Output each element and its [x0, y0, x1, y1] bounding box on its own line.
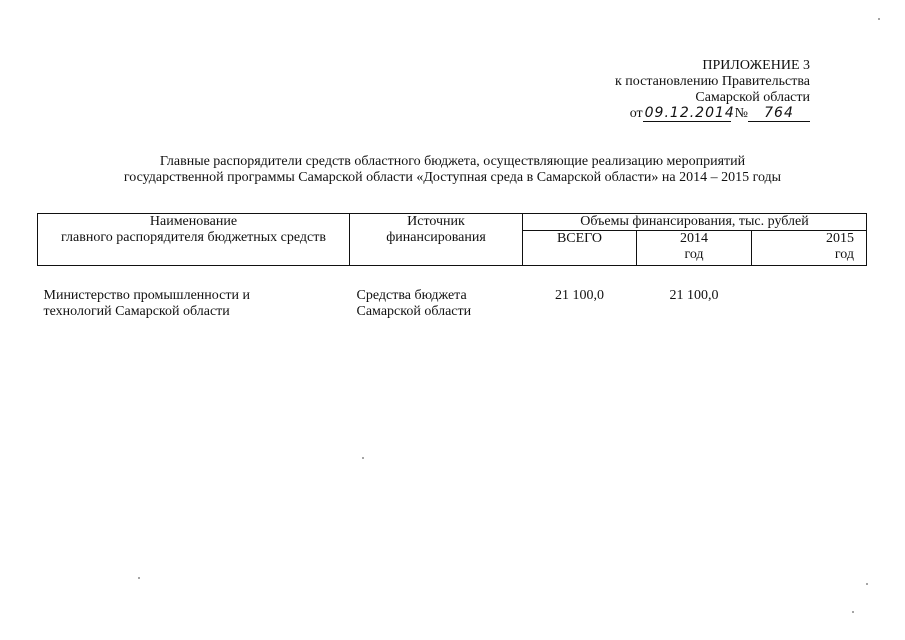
funding-table [37, 213, 867, 320]
header-name-line-1: Наименование [149, 214, 238, 229]
header-source-line-1: Источник [407, 214, 465, 229]
header-source [350, 214, 523, 266]
scan-speck [866, 583, 868, 585]
row-source-cell [350, 288, 523, 320]
header-name [38, 214, 350, 266]
handwritten-number: 764 [748, 106, 810, 122]
scan-speck [852, 611, 854, 613]
row-source-line-2: Самарской области [356, 304, 472, 319]
scan-speck [362, 457, 364, 459]
appendix-date-line [560, 106, 810, 122]
appendix-block [560, 58, 810, 122]
header-2015-year: 2015 [826, 231, 855, 246]
row-source-line-1: Средства бюджета [356, 288, 467, 303]
row-2014-cell: 21 100,0 [669, 288, 719, 303]
appendix-resolution-line: к постановлению Правительства [614, 74, 810, 89]
header-total-label: ВСЕГО [556, 231, 603, 246]
header-2015-unit: год [834, 247, 855, 262]
row-name-line-2: технологий Самарской области [43, 304, 230, 319]
scan-speck [878, 18, 880, 20]
row-total-cell: 21 100,0 [555, 288, 604, 303]
number-prefix: № [734, 106, 748, 121]
appendix-region-line: Самарской области [695, 90, 810, 105]
table-row [38, 288, 867, 320]
header-2014-year: 2014 [680, 231, 708, 246]
header-2014 [637, 231, 752, 266]
appendix-title: ПРИЛОЖЕНИЕ 3 [702, 58, 810, 73]
header-name-line-2: главного распорядителя бюджетных средств [61, 230, 326, 245]
header-total [523, 231, 637, 266]
header-volumes: Объемы финансирования, тыс. рублей [523, 214, 867, 231]
document-title [40, 154, 865, 186]
row-name-cell [38, 288, 350, 320]
row-name-line-1: Министерство промышленности и [43, 288, 250, 303]
header-source-line-2: финансирования [386, 230, 486, 245]
document-title-line-2: государственной программы Самарской области «Доступная среда в Самарской области» на 2014 – 2015 годы [123, 170, 782, 185]
date-prefix: от [629, 106, 643, 121]
header-2014-unit: год [684, 247, 704, 262]
document-title-line-1: Главные распорядители средств областного бюджета, осуществляющие реализацию мероприятий [159, 154, 746, 169]
scan-speck [138, 577, 140, 579]
handwritten-date: 09.12.2014 [644, 105, 735, 121]
header-2015 [752, 231, 867, 266]
row-2015-cell [752, 288, 867, 320]
